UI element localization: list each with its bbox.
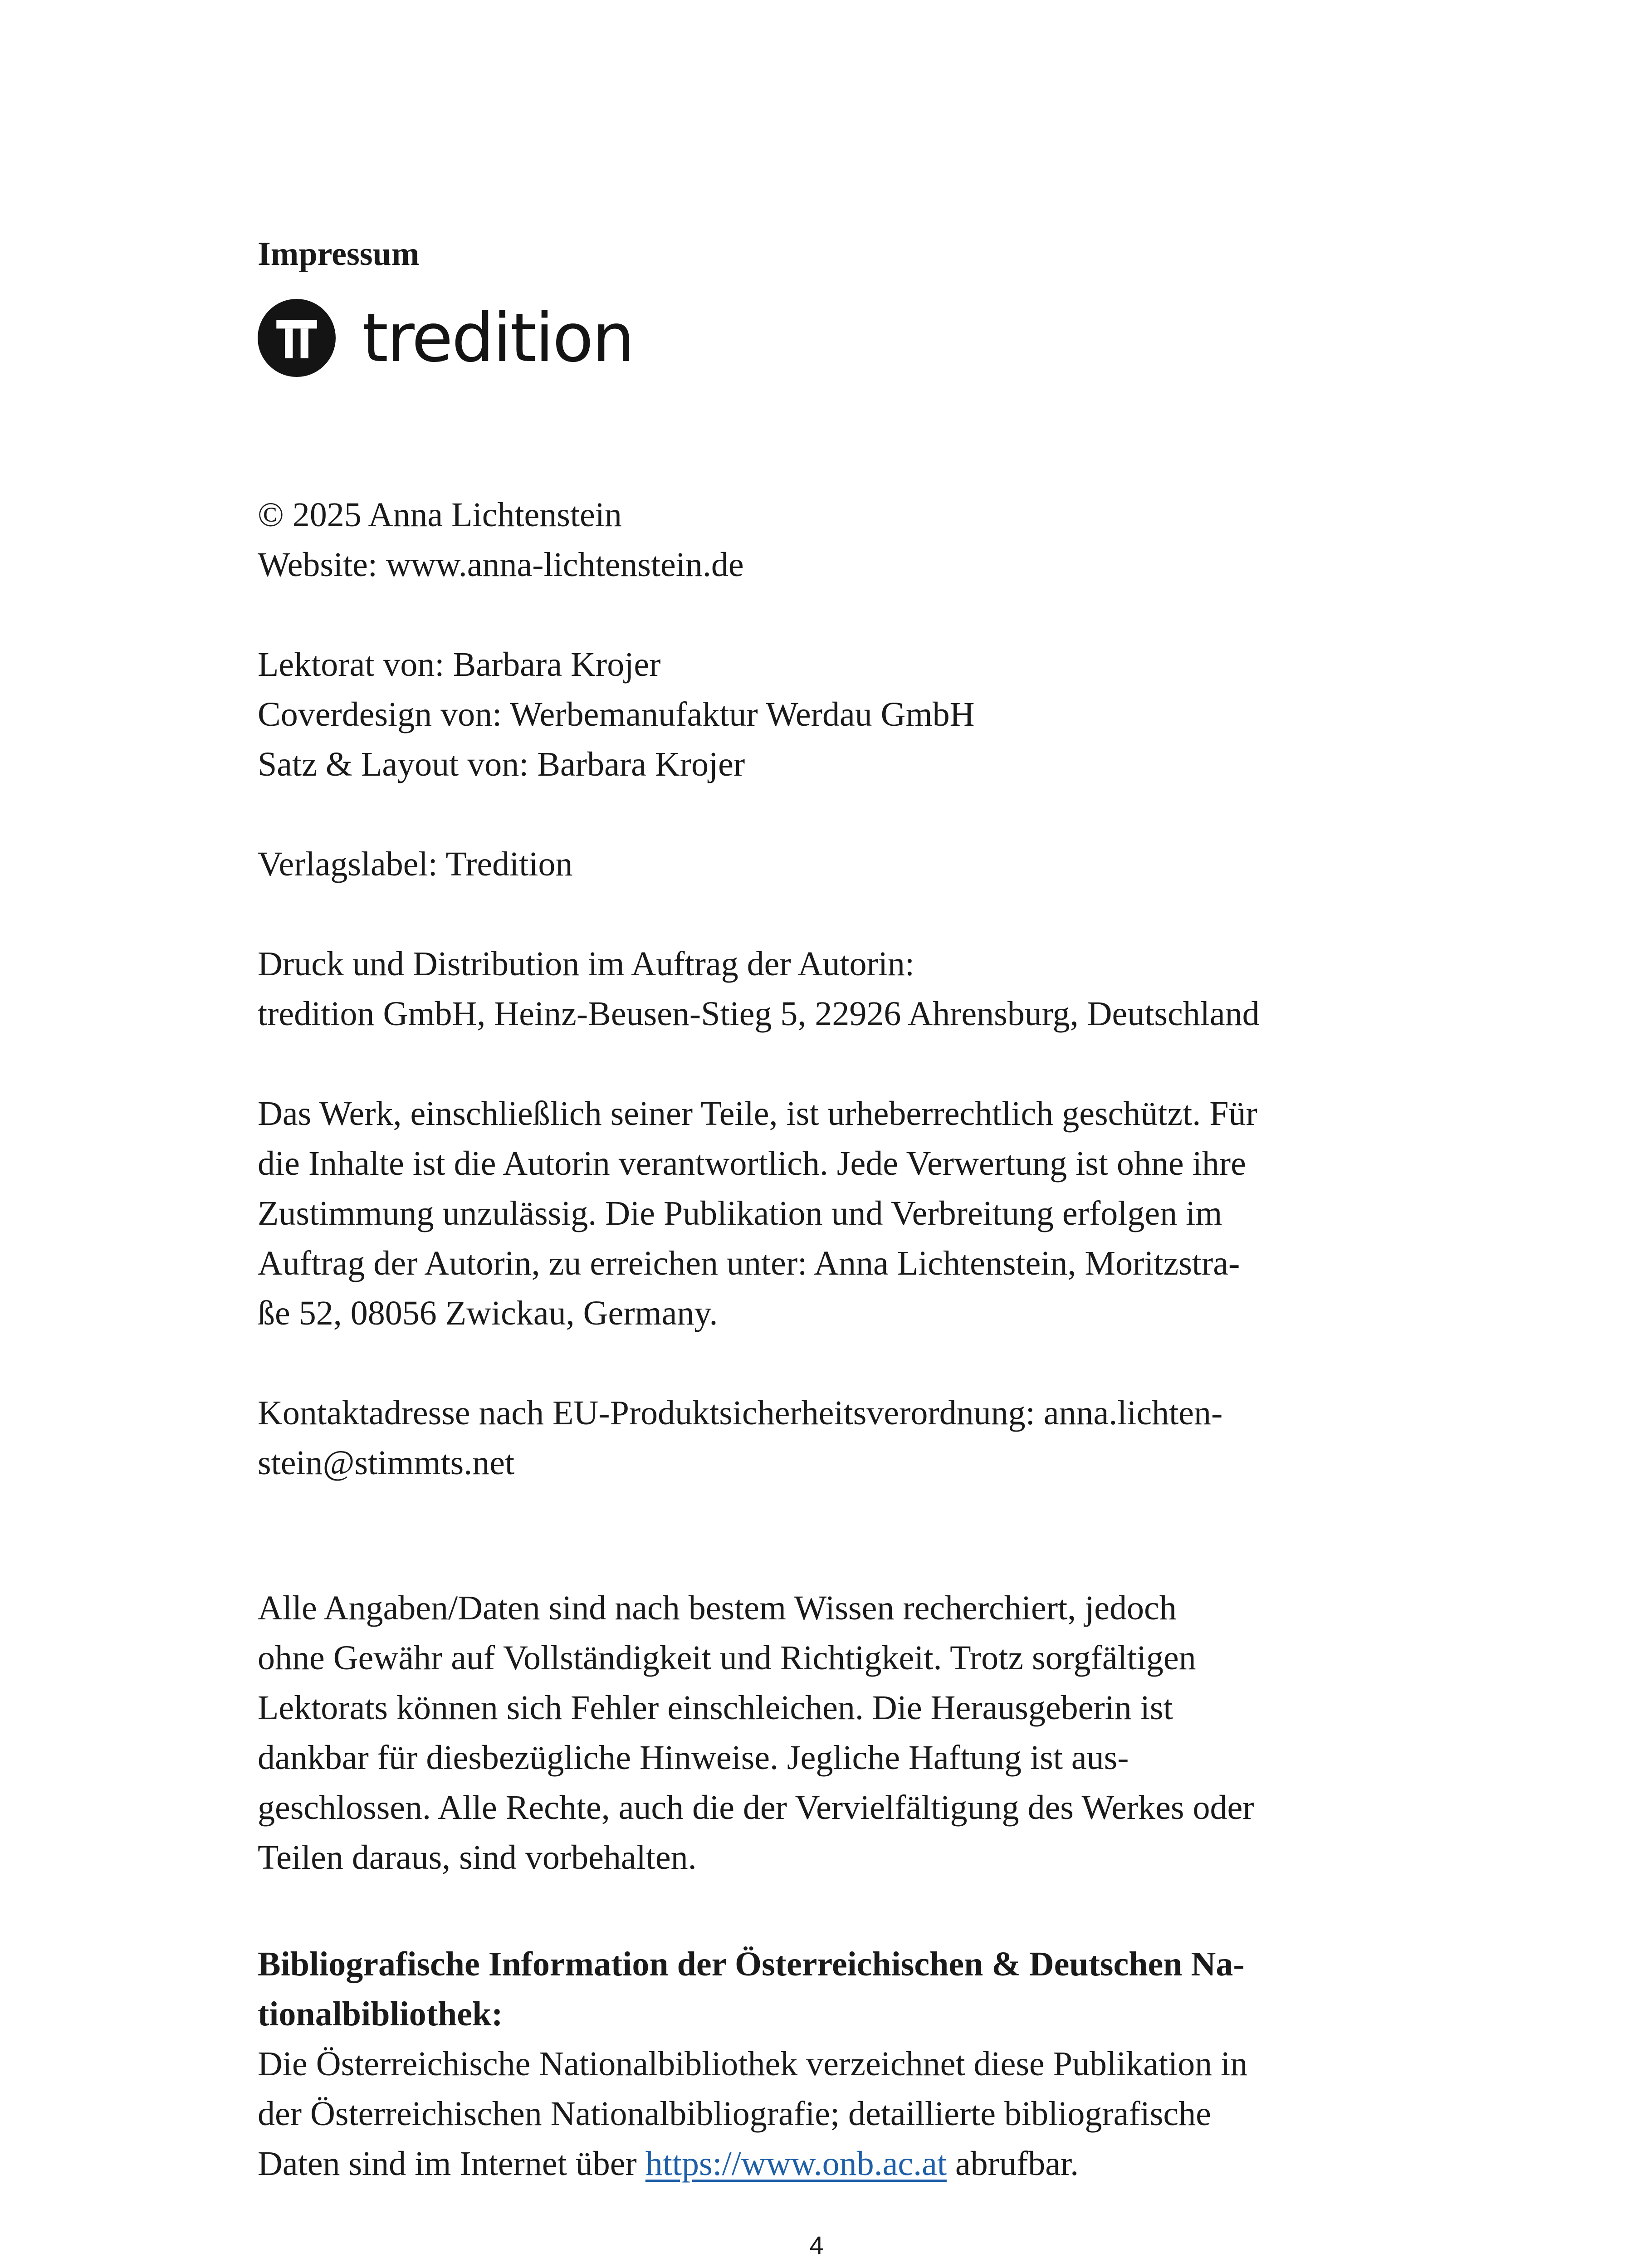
distribution-block <box>258 939 1369 1039</box>
bibliographic-block <box>258 1939 1369 2189</box>
copyright-block <box>258 490 1369 590</box>
bibliographic-text: Daten sind im Internet über <box>258 2145 645 2183</box>
cover-credit: Coverdesign von: Werbemanufaktur Werdau GmbH <box>258 695 975 733</box>
editor-credit: Lektorat von: Barbara Krojer <box>258 645 661 684</box>
contact-block <box>258 1388 1369 1488</box>
contact-line: stein@stimmts.net <box>258 1444 515 1482</box>
website-line: Website: www.anna-lichtenstein.de <box>258 546 744 584</box>
rights-line: Auftrag der Autorin, zu erreichen unter: Anna Lichtenstein, Moritzstra- <box>258 1244 1240 1282</box>
onb-link[interactable]: https://www.onb.ac.at <box>645 2145 947 2183</box>
impressum-content <box>258 229 1369 2189</box>
logo-wordmark: tredition <box>362 299 634 377</box>
publisher-label: Verlagslabel: Tredition <box>258 845 573 883</box>
rights-line: Das Werk, einschließlich seiner Teile, ist urheberrechtlich geschützt. Für <box>258 1095 1257 1133</box>
rights-block <box>258 1089 1369 1338</box>
rights-line: Zustimmung unzulässig. Die Publikation und Verbreitung erfolgen im <box>258 1194 1222 1232</box>
bibliographic-text: abrufbar. <box>946 2145 1079 2183</box>
disclaimer-line: dankbar für diesbezügliche Hinweise. Jegliche Haftung ist aus- <box>258 1739 1129 1777</box>
bibliographic-heading: Bibliografische Information der Österreichischen & Deutschen Na- <box>258 1945 1245 1983</box>
bibliographic-line: Die Österreichische Nationalbibliothek verzeichnet diese Publikation in <box>258 2045 1248 2083</box>
disclaimer-line: geschlossen. Alle Rechte, auch die der Vervielfältigung des Werkes oder <box>258 1789 1254 1827</box>
copyright-line: © 2025 Anna Lichtenstein <box>258 496 622 534</box>
disclaimer-line: Alle Angaben/Daten sind nach bestem Wissen recherchiert, jedoch <box>258 1589 1177 1627</box>
bibliographic-line: der Österreichischen Nationalbibliografie; detaillierte bibliografische <box>258 2095 1211 2133</box>
disclaimer-line: ohne Gewähr auf Vollständigkeit und Richtigkeit. Trotz sorgfältigen <box>258 1639 1196 1677</box>
rights-line: ße 52, 08056 Zwickau, Germany. <box>258 1294 718 1332</box>
layout-credit: Satz & Layout von: Barbara Krojer <box>258 745 745 783</box>
disclaimer-line: Teilen daraus, sind vorbehalten. <box>258 1838 697 1877</box>
tredition-logo-icon <box>258 299 336 377</box>
publisher-logo <box>258 297 1369 379</box>
credits-block <box>258 640 1369 789</box>
bibliographic-line-with-link <box>258 2139 1369 2189</box>
impressum-heading: Impressum <box>258 235 420 273</box>
publisher-address: tredition GmbH, Heinz-Beusen-Stieg 5, 22926 Ahrensburg, Deutschland <box>258 995 1260 1033</box>
contact-line: Kontaktadresse nach EU-Produktsicherheitsverordnung: anna.lichten- <box>258 1394 1223 1432</box>
bibliographic-heading: tionalbibliothek: <box>258 1995 503 2033</box>
rights-line: die Inhalte ist die Autorin verantwortlich. Jede Verwertung ist ohne ihre <box>258 1144 1246 1183</box>
distribution-line: Druck und Distribution im Auftrag der Autorin: <box>258 945 915 983</box>
page-number: 4 <box>809 2231 824 2259</box>
label-block <box>258 839 1369 889</box>
disclaimer-block <box>258 1583 1369 1882</box>
disclaimer-line: Lektorats können sich Fehler einschleichen. Die Herausgeberin ist <box>258 1689 1173 1727</box>
